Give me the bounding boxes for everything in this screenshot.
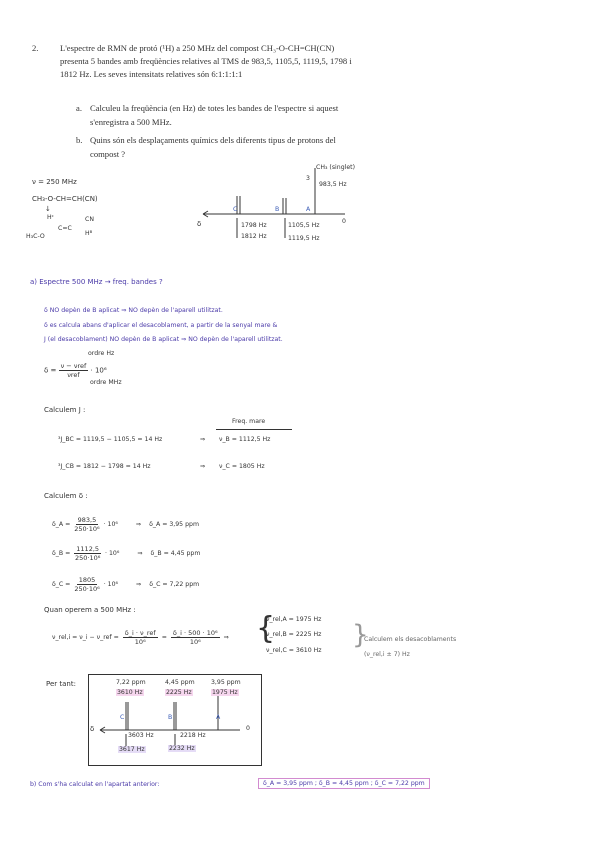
spectrum2-b-low: 2218 Hz xyxy=(180,732,206,739)
side-note-brace: } xyxy=(352,620,369,650)
structure-cn: CN xyxy=(85,216,94,223)
peak-a-ppm: 3,95 ppm xyxy=(211,679,241,686)
delta-c-mult: · 10⁶ xyxy=(103,581,119,588)
question-b-label: b. xyxy=(76,135,83,145)
delta-c-den: 250·10⁶ xyxy=(74,585,100,593)
section-a-title: a) Espectre 500 MHz → freq. bandes ? xyxy=(30,278,163,286)
delta-a-calc-row xyxy=(52,516,199,533)
j-bc-equation: ³J_BC = 1119,5 − 1105,5 = 14 Hz xyxy=(58,436,163,443)
side-note-line-2: (ν_rel,i ± 7) Hz xyxy=(364,651,410,658)
side-note-line-1: Calculem els desacoblaments xyxy=(364,636,457,643)
problem-line-2: presenta 5 bandes amb freqüències relatives al TMS de 983,5, 1105,5, 1119,5, 1798 i xyxy=(60,56,352,66)
section-b-answer: δ_A = 3,95 ppm ; δ_B = 4,45 ppm ; δ_C = 7,22 ppm xyxy=(258,778,430,789)
calc-j-title: Calculem J : xyxy=(44,406,86,414)
nu-c-value: ν_C = 1805 Hz xyxy=(219,463,265,470)
section-a-line-2: δ es calcula abans d'aplicar el desacoblament, a partir de la senyal mare & xyxy=(44,322,278,329)
delta-a-lhs: δ_A = xyxy=(52,521,71,528)
delta-a-den: 250·10⁶ xyxy=(74,525,100,533)
delta-b-num: 1112,5 xyxy=(76,545,100,553)
ordre-hz-note: ordre Hz xyxy=(88,350,115,357)
calc-delta-title: Calculem δ : xyxy=(44,492,88,500)
delta-b-mult: · 10⁶ xyxy=(105,550,120,557)
delta-def-fraction xyxy=(59,362,89,379)
freq-mare-header: Freq. mare xyxy=(232,418,266,425)
at-500-frac-2 xyxy=(171,629,220,646)
peak-b-ppm: 4,45 ppm xyxy=(165,679,195,686)
frequency-note: ν = 250 MHz xyxy=(32,178,77,186)
spectrum1-label-b: B xyxy=(275,206,280,213)
structure-hb: Hᴮ xyxy=(85,230,93,237)
delta-c-result: δ_C = 7,22 ppm xyxy=(149,581,200,588)
spectrum-sketch-250mhz xyxy=(195,160,370,250)
delta-c-num: 1805 xyxy=(78,576,96,584)
spectrum1-zero-label: 0 xyxy=(342,218,346,225)
delta-b-lhs: δ_B = xyxy=(52,550,71,557)
at-500-equation xyxy=(52,629,229,646)
delta-def-lhs: δ = xyxy=(44,366,57,375)
spectrum1-delta-label: δ xyxy=(197,220,202,228)
delta-c-arrow: ⇒ xyxy=(136,581,142,588)
spectrum1-label-c: C xyxy=(233,206,238,213)
spectrum2-label-b: B xyxy=(168,714,173,721)
spectrum1-label-1119: 1119,5 Hz xyxy=(288,235,320,242)
spectrum2-b-high: 2232 Hz xyxy=(169,745,195,752)
spectrum1-label-a: A xyxy=(306,206,311,213)
at-500-frac2-den: 10⁶ xyxy=(189,638,201,646)
question-b-line-1: Quins són els desplaçaments químics dels diferents tipus de protons del xyxy=(90,135,336,145)
spectrum2-c-high: 3617 Hz xyxy=(119,746,145,753)
peak-b-hz: 2225 Hz xyxy=(166,689,192,696)
structure-arrow: ↓ xyxy=(45,205,51,213)
at-500-frac1-den: 10⁶ xyxy=(134,638,146,646)
spectrum1-label-1798: 1798 Hz xyxy=(241,222,267,229)
at-500-eq-lhs: ν_rel,i = ν_i − ν_ref = xyxy=(52,634,119,641)
delta-def-num: ν − νref xyxy=(60,362,87,370)
spectrum2-label-c: C xyxy=(120,714,125,721)
spectrum2-zero-label: 0 xyxy=(246,725,250,732)
delta-b-fraction xyxy=(74,545,101,562)
problem-line-3: 1812 Hz. Les seves intensitats relatives són 6:1:1:1:1 xyxy=(60,69,243,79)
delta-b-den: 250·10⁶ xyxy=(74,554,101,562)
spectrum1-peak-a-value: 983,5 Hz xyxy=(319,181,347,188)
structure-cc: C=C xyxy=(58,225,72,232)
delta-def-rhs: · 10⁶ xyxy=(90,366,107,375)
structure-hc: Hᶜ xyxy=(47,214,54,221)
delta-b-result: δ_B = 4,45 ppm xyxy=(150,550,201,557)
delta-a-result: δ_A = 3,95 ppm xyxy=(149,521,199,528)
section-a-line-3: J (el desacoblament) NO depèn de B aplicat ⇒ NO depèn de l'aparell utilitzat. xyxy=(44,336,283,343)
j-cb-equation: ³J_CB = 1812 − 1798 = 14 Hz xyxy=(58,463,151,470)
peak-c-ppm: 7,22 ppm xyxy=(116,679,146,686)
question-a-line-1: Calculeu la freqüència (en Hz) de totes les bandes de l'espectre si aquest xyxy=(90,103,339,113)
at-500-eq-mid: = xyxy=(161,634,167,641)
delta-b-calc-row xyxy=(52,545,200,562)
nu-rel-c: ν_rel,C = 3610 Hz xyxy=(266,647,322,654)
question-b-line-2: compost ? xyxy=(90,149,126,159)
section-a-line-1: δ NO depèn de B aplicat ⇒ NO depèn de l'aparell utilitzat. xyxy=(44,307,223,314)
peak-c-hz: 3610 Hz xyxy=(117,689,143,696)
nu-rel-b: ν_rel,B = 2225 Hz xyxy=(266,631,322,638)
delta-c-calc-row xyxy=(52,576,199,593)
at-500-arrow: ⇒ xyxy=(223,634,229,641)
question-a-label: a. xyxy=(76,103,82,113)
delta-def-den: νref xyxy=(67,371,80,379)
question-a-line-2: s'enregistra a 500 MHz. xyxy=(90,117,172,127)
per-tant-label: Per tant: xyxy=(46,680,76,688)
delta-a-fraction xyxy=(74,516,99,533)
at-500-frac1-num: δ_i · ν_ref xyxy=(124,629,156,637)
spectrum1-integral-3: 3 xyxy=(306,175,310,182)
at-500-frac-1 xyxy=(123,629,158,646)
spectrum1-singlet-label: CH₃ (singlet) xyxy=(316,164,355,171)
delta-definition xyxy=(44,362,107,379)
spectrum2-label-a: A xyxy=(216,714,221,721)
spectrum1-label-1105: 1105,5 Hz xyxy=(288,222,320,229)
section-b-text: b) Com s'ha calculat en l'apartat anterior: xyxy=(30,781,160,788)
freq-mare-underline xyxy=(216,429,292,430)
problem-number: 2. xyxy=(32,43,39,53)
delta-c-lhs: δ_C = xyxy=(52,581,71,588)
j-cb-arrow: ⇒ xyxy=(200,463,206,470)
delta-a-mult: · 10⁶ xyxy=(103,521,118,528)
spectrum1-label-1812: 1812 Hz xyxy=(241,233,267,240)
at-500-brace: { xyxy=(256,611,276,646)
delta-c-fraction xyxy=(74,576,99,593)
delta-a-arrow: ⇒ xyxy=(135,521,142,528)
nu-rel-a: ν_rel,A = 1975 Hz xyxy=(266,616,322,623)
delta-b-arrow: ⇒ xyxy=(137,550,143,557)
problem-line-1: L'espectre de RMN de protó (¹H) a 250 MHz del compost CH₃-O-CH=CH(CN) xyxy=(60,43,335,53)
structure-h3co: H₃C-O xyxy=(26,233,45,240)
delta-a-num: 983,5 xyxy=(77,516,97,524)
peak-a-hz: 1975 Hz xyxy=(212,689,238,696)
j-bc-arrow: ⇒ xyxy=(200,436,206,443)
spectrum2-c-low: 3603 Hz xyxy=(128,732,154,739)
nu-b-value: ν_B = 1112,5 Hz xyxy=(219,436,271,443)
at-500-title: Quan operem a 500 MHz : xyxy=(44,606,136,614)
at-500-frac2-num: δ_i · 500 · 10⁶ xyxy=(172,629,218,637)
spectrum2-delta-label: δ xyxy=(90,725,95,733)
compound-formula: CH₃-O-CH=CH(CN) xyxy=(32,195,98,203)
ordre-mhz-note: ordre MHz xyxy=(90,379,122,386)
